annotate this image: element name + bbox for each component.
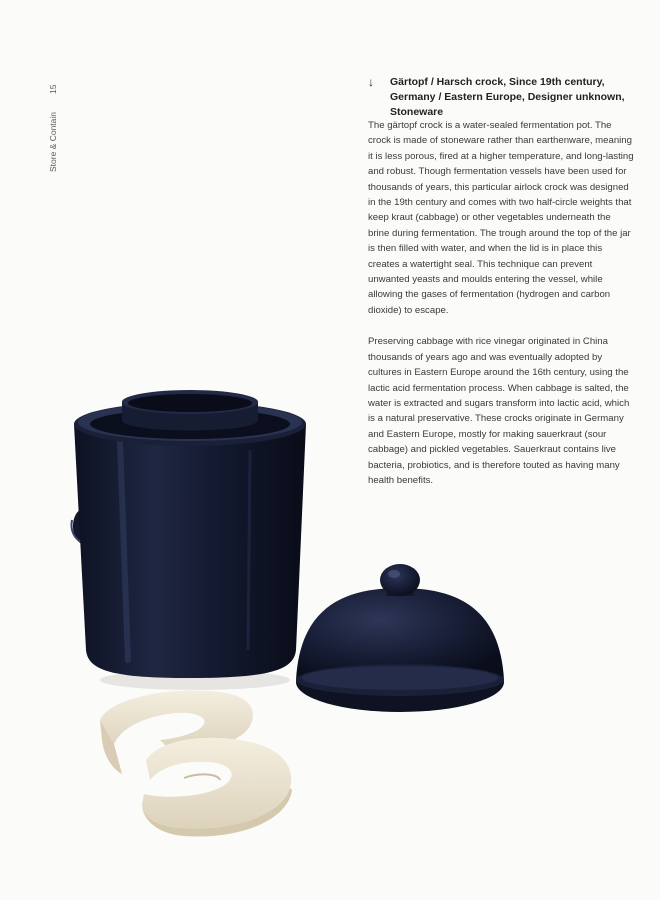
stone-weights [100, 690, 292, 836]
crock-photo [50, 380, 570, 850]
arrow-down-icon: ↓ [368, 75, 374, 89]
caption-text: Gärtopf / Harsch crock, Since 19th century, Germany / Eastern Europe, Designer unknown, Stoneware [390, 76, 625, 118]
crock-jar [72, 390, 307, 678]
running-head [48, 85, 58, 172]
body-paragraph: The gärtopf crock is a water-sealed fermentation pot. The crock is made of stoneware rather than earthenware, meaning it is less porous, fired at a higher temperature, and long-lasting and robust. Though fermentation vessels have been used for thousands of years, this particular airlock crock was designed in the 19th century and comes with two half-circle weights that keep kraut (cabbage) or other vegetables underneath the brine during fermentation. The trough around the top of the jar is then filled with water, and when the lid is in place this creates a watertight seal. This technique can prevent unwanted yeasts and moulds entering the vessel, while allowing the gases of fermentation (hydrogen and carbon dioxide) to escape. [368, 120, 634, 316]
object-caption [368, 75, 638, 120]
section-title: Store & Contain [48, 111, 58, 172]
body-paragraph: Preserving cabbage with rice vinegar originated in China thousands of years ago and was eventually adopted by cultures in Eastern Europe around the 16th century, using the lactic acid fermentation process. When cabbage is salted, the water is extracted and sugars transform into lactic acid, which is a natural preservative. These crocks originate in Germany and Eastern Europe, mostly for making sauerkraut (sour cabbage) and pickled vegetables. Sauerkraut contains live bacteria, probiotics, and is therefore touted as having many health benefits. [368, 336, 630, 486]
crock-lid [296, 564, 504, 712]
page-number: 15 [48, 84, 58, 94]
